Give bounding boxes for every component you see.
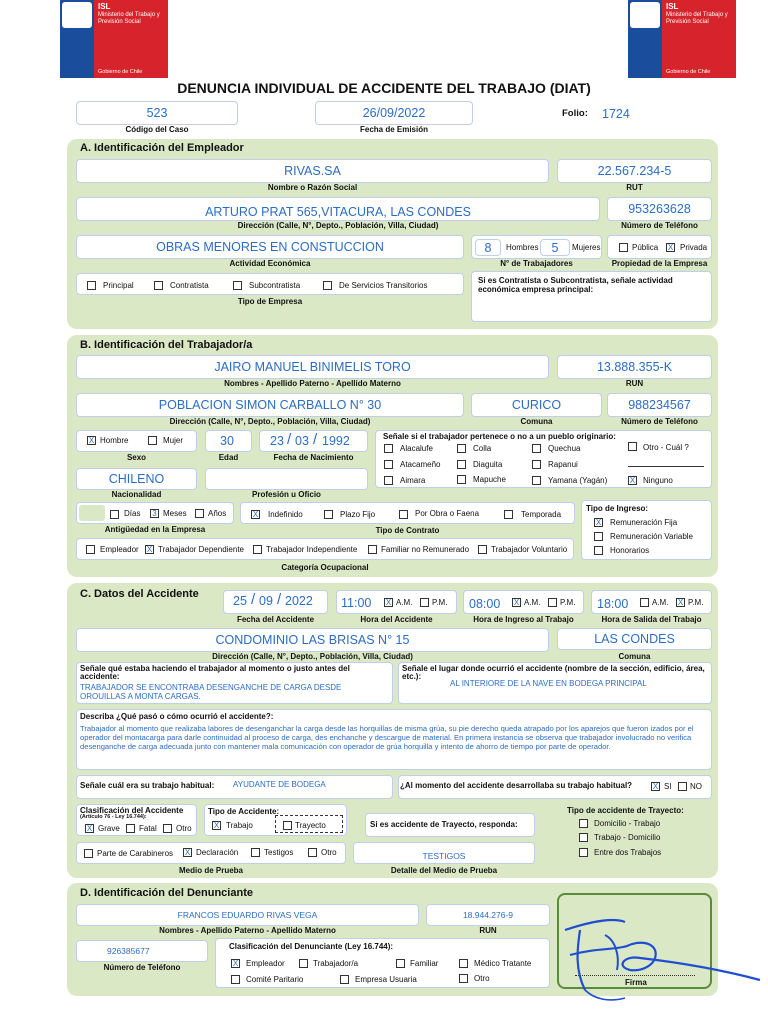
hora-ing-pm-checkbox[interactable] [548, 598, 557, 607]
domicilio-trabajo-checkbox[interactable] [579, 819, 588, 828]
trayecto-label: Trayecto [295, 821, 326, 830]
propiedad-label: Propiedad de la Empresa [611, 259, 708, 268]
isl-logo-left: ISL Ministerio del Trabajo y Previsión Social Gobierno de Chile [60, 0, 168, 78]
den-familiar-checkbox[interactable] [396, 959, 405, 968]
tipo-trayecto-label: Tipo de accidente de Trayecto: [567, 806, 684, 815]
acc-ano[interactable]: 2022 [285, 594, 313, 608]
acc-sep2: / [277, 591, 282, 608]
den-comite-checkbox[interactable] [231, 975, 240, 984]
otro-clasif-label: Otro [176, 824, 192, 833]
privada-checkbox[interactable]: X [667, 243, 674, 252]
hora-ing-pm-label: P.M. [560, 598, 576, 607]
aimara-label: Aimara [400, 476, 426, 485]
hora-accidente-value[interactable]: 11:00 [341, 596, 372, 610]
den-trabajador-label: Trabajador/a [313, 959, 359, 968]
den-medico-label: Médico Tratante [474, 959, 532, 968]
indefinido-checkbox[interactable]: X [252, 510, 259, 519]
ingreso-label: Tipo de Ingreso: [586, 504, 649, 513]
den-familiar-label: Familiar [410, 959, 439, 968]
clasificacion-sub: (Artículo 76 - Ley 16.744): [80, 814, 147, 820]
rem-variable-checkbox[interactable] [594, 532, 603, 541]
fecha-emision-field[interactable]: 26/09/2022 [315, 101, 473, 125]
trabajo-checkbox[interactable]: X [213, 821, 220, 830]
trabajo-label: Trabajo [226, 821, 253, 830]
hombre-checkbox[interactable]: X [88, 436, 95, 445]
dias-checkbox[interactable] [110, 510, 119, 519]
trabajador-nombre-label: Nombres - Apellido Paterno - Apellido Materno [224, 379, 401, 388]
carabineros-label: Parte de Carabineros [97, 849, 174, 858]
trabajador-direccion-label: Dirección (Calle, N°, Depto., Población, Villa, Ciudad) [169, 417, 371, 426]
trabajador-telefono-label: Número de Teléfono [621, 417, 698, 426]
folio-label: Folio: [562, 108, 588, 119]
otro-pueblo-checkbox[interactable] [628, 442, 637, 451]
hombre-label: Hombre [100, 436, 129, 445]
detalle-prueba-label: Detalle del Medio de Prueba [390, 866, 498, 875]
contrato-label: Tipo de Contrato [375, 526, 440, 535]
mujeres-label: Mujeres [572, 243, 601, 252]
hora-sal-pm-checkbox[interactable]: X [677, 598, 684, 607]
lugar-value[interactable]: AL INTERIORE DE LA NAVE EN BODEGA PRINCIPAL [450, 679, 647, 688]
colla-checkbox[interactable] [457, 444, 466, 453]
detalle-prueba-field[interactable]: TESTIGOS [353, 842, 535, 864]
fecha-emision-label: Fecha de Emisión [359, 125, 429, 134]
habitual-value[interactable]: AYUDANTE DE BODEGA [233, 780, 326, 789]
privada-label: Privada [680, 243, 708, 252]
contratista-checkbox[interactable] [154, 281, 163, 290]
grave-label: Grave [98, 824, 120, 833]
codigo-caso-field[interactable]: 523 [76, 101, 238, 125]
cat-independiente-checkbox[interactable] [253, 545, 262, 554]
acc-sep1: / [251, 591, 256, 608]
tipo-empresa-label: Tipo de Empresa [237, 297, 303, 306]
accidente-comuna-field[interactable]: LAS CONDES [557, 628, 712, 650]
no-checkbox[interactable] [678, 782, 687, 791]
temporada-label: Temporada [521, 510, 562, 519]
empleador-direccion-label: Dirección (Calle, N°, Depto., Población, Villa, Ciudad) [237, 221, 439, 230]
testigos-label: Testigos [264, 848, 294, 857]
categoria-label: Categoría Ocupacional [281, 563, 369, 572]
fatal-label: Fatal [139, 824, 157, 833]
mujeres-count[interactable]: 5 [540, 239, 570, 256]
describa-label: Describa ¿Qué pasó o cómo ocurrió el accidente?: [80, 712, 274, 721]
hora-sal-am-checkbox[interactable] [640, 598, 649, 607]
honorarios-label: Honorarios [610, 546, 650, 555]
nac-mes[interactable]: 03 [295, 434, 309, 448]
accidente-comuna-label: Comuna [618, 652, 651, 661]
no-label: NO [690, 782, 702, 791]
den-usuaria-label: Empresa Usuaria [355, 975, 417, 984]
otro-pueblo-line [628, 466, 704, 467]
otro-medio-label: Otro [321, 848, 337, 857]
form-title: DENUNCIA INDIVIDUAL DE ACCIDENTE DEL TRABAJO (DIAT) [177, 80, 591, 96]
principal-checkbox[interactable] [87, 281, 96, 290]
cat-dependiente-label: Trabajador Dependiente [158, 545, 244, 554]
pueblo-label: Señale si el trabajador pertenece o no a un pueblo originario: [383, 432, 616, 441]
acc-mes[interactable]: 09 [259, 594, 273, 608]
rapanui-checkbox[interactable] [532, 460, 541, 469]
entre-trabajos-label: Entre dos Trabajos [594, 848, 662, 857]
rem-fija-checkbox[interactable]: X [595, 518, 602, 527]
otro-pueblo-label: Otro - Cuál ? [643, 443, 689, 452]
si-checkbox[interactable]: X [652, 782, 659, 791]
cat-empleador-label: Empleador [100, 545, 139, 554]
contratista-note: Si es Contratista o Subcontratista, señale actividad económica empresa principal: [478, 276, 673, 294]
trayecto-resp-label: Si es accidente de Trayecto, responda: [370, 820, 518, 829]
trabajador-nombre-field[interactable]: JAIRO MANUEL BINIMELIS TORO [76, 355, 549, 379]
hombres-count[interactable]: 8 [475, 239, 501, 256]
colla-label: Colla [473, 444, 492, 453]
hora-ing-am-checkbox[interactable]: X [513, 598, 520, 607]
describa-value[interactable]: Trabajador al momento que realizaba labores de desenganchar la carga desde las horquillas de misma grúa, su pie derecho queda atrapado por los aparejos que fueron izados por el operador del montacarga para darle continuidad al proceso de carga, des enchanche y descargue de material. En primera instancia se observa que trabajador involucrado no verifica desenganche de carga adecuada junto con mantener mala comunicación con operador de grúa horquilla y intento de ahorro de tiempo por parte de operador. [80, 724, 694, 751]
denunciante-telefono-label: Número de Teléfono [103, 963, 181, 972]
diaguita-checkbox[interactable] [457, 460, 466, 469]
transitorios-label: De Servicios Transitorios [339, 281, 428, 290]
quechua-checkbox[interactable] [532, 444, 541, 453]
domicilio-trabajo-label: Domicilio - Trabajo [594, 819, 661, 828]
plazo-fijo-label: Plazo Fijo [340, 510, 376, 519]
subcontratista-checkbox[interactable] [233, 281, 242, 290]
section-d-title: D. Identificación del Denunciante [80, 887, 253, 899]
principal-label: Principal [103, 281, 134, 290]
mujer-checkbox[interactable] [148, 436, 157, 445]
clasif-denunciante-label: Clasificación del Denunciante (Ley 16.744): [229, 942, 394, 951]
den-empleador-checkbox[interactable]: X [232, 959, 239, 968]
antiguedad-label: Antigüedad en la Empresa [104, 525, 206, 534]
honorarios-checkbox[interactable] [594, 546, 603, 555]
sexo-label: Sexo [126, 453, 147, 462]
empleador-telefono-field[interactable]: 953263628 [607, 197, 712, 221]
trabajador-run-label: RUN [625, 379, 644, 388]
declaracion-label: Declaración [196, 848, 239, 857]
anos-label: Años [208, 509, 227, 518]
actividad-label: Actividad Económica [229, 259, 311, 268]
hora-acc-pm-checkbox[interactable] [420, 598, 429, 607]
denunciante-run-field[interactable]: 18.944.276-9 [426, 904, 550, 926]
carabineros-checkbox[interactable] [84, 849, 93, 858]
desarrollaba-label: ¿Al momento del accidente desarrollaba su trabajo habitual? [400, 781, 633, 790]
anos-checkbox[interactable] [195, 509, 204, 518]
trabajo-domicilio-label: Trabajo - Domicilio [594, 833, 661, 842]
actividad-field[interactable]: OBRAS MENORES EN CONSTUCCION [76, 235, 464, 259]
cat-empleador-checkbox[interactable] [86, 545, 95, 554]
hora-sal-pm-label: P.M. [688, 598, 704, 607]
alacalufe-label: Alacalufe [400, 444, 433, 453]
section-b-title: B. Identificación del Trabajador/a [80, 339, 253, 351]
trabajador-telefono-field[interactable]: 988234567 [607, 393, 712, 417]
signature-image [555, 900, 768, 1004]
plazo-fijo-checkbox[interactable] [324, 510, 333, 519]
haciendo-label: Señale qué estaba haciendo el trabajador al momento o justo antes del accidente: [80, 664, 350, 681]
medio-prueba-label: Medio de Prueba [178, 866, 243, 875]
mapuche-checkbox[interactable] [457, 475, 466, 484]
edad-label: Edad [218, 453, 239, 462]
den-usuaria-checkbox[interactable] [340, 975, 349, 984]
rapanui-label: Rapanui [548, 460, 578, 469]
section-a-title: A. Identificación del Empleador [80, 142, 244, 154]
nac-ano[interactable]: 1992 [322, 434, 350, 448]
den-medico-checkbox[interactable] [459, 959, 468, 968]
accidente-direccion-label: Dirección (Calle, N°, Depto., Población, Villa, Ciudad) [212, 652, 413, 661]
fecha-accidente-label: Fecha del Accidente [236, 615, 315, 624]
profesion-label: Profesión u Oficio [252, 490, 321, 499]
meses-label: Meses [163, 509, 187, 518]
transitorios-checkbox[interactable] [323, 281, 332, 290]
denunciante-telefono-field[interactable]: 926385677 [76, 940, 208, 962]
razon-social-label: Nombre o Razón Social [267, 183, 358, 192]
nac-sep1: / [287, 431, 292, 448]
cat-voluntario-checkbox[interactable] [478, 545, 487, 554]
yamana-checkbox[interactable] [532, 476, 541, 485]
meses-checkbox[interactable]: 3 [150, 509, 159, 518]
trabajador-comuna-field[interactable]: CURICO [471, 393, 602, 417]
clasificacion-label: Clasificación del Accidente [80, 806, 184, 815]
fatal-checkbox[interactable] [126, 824, 135, 833]
den-comite-label: Comité Paritario [246, 975, 304, 984]
denunciante-run-label: RUN [479, 926, 497, 935]
indefinido-label: Indefinido [268, 510, 303, 519]
trabajador-direccion-field[interactable]: POBLACION SIMON CARBALLO N° 30 [76, 393, 464, 417]
edad-field[interactable]: 30 [205, 430, 252, 452]
quechua-label: Quechua [548, 444, 581, 453]
cat-familiar-label: Familiar no Remunerado [381, 545, 470, 554]
profesion-field[interactable] [205, 468, 368, 490]
cat-dependiente-checkbox[interactable]: X [146, 545, 153, 554]
hora-ing-am-label: A.M. [524, 598, 541, 607]
nacionalidad-field[interactable]: CHILENO [76, 468, 197, 490]
fecha-nacimiento-label: Fecha de Nacimiento [273, 453, 354, 462]
grave-checkbox[interactable]: X [86, 824, 93, 833]
ninguno-checkbox[interactable]: X [629, 476, 636, 485]
hora-ingreso-value[interactable]: 08:00 [469, 597, 501, 611]
alacalufe-checkbox[interactable] [384, 444, 393, 453]
isl-logo-right: ISL Ministerio del Trabajo y Previsión Social Gobierno de Chile [628, 0, 736, 78]
empleador-direccion-field[interactable]: ARTURO PRAT 565,VITACURA, LAS CONDES [76, 197, 600, 221]
hora-acc-pm-label: P.M. [432, 598, 448, 607]
cat-familiar-checkbox[interactable] [368, 545, 377, 554]
cat-voluntario-label: Trabajador Voluntario [491, 545, 568, 554]
declaracion-checkbox[interactable]: X [184, 848, 191, 857]
publica-checkbox[interactable] [619, 243, 628, 252]
obra-faena-checkbox[interactable] [399, 510, 408, 519]
hora-salida-value[interactable]: 18:00 [597, 597, 629, 611]
empleador-rut-label: RUT [626, 183, 643, 192]
nac-sep2: / [313, 431, 318, 448]
den-trabajador-checkbox[interactable] [299, 959, 308, 968]
hora-acc-am-checkbox[interactable]: X [385, 598, 392, 607]
folio-value: 1724 [602, 107, 630, 121]
empleador-telefono-label: Número de Teléfono [621, 221, 698, 230]
denunciante-nombre-field[interactable]: FRANCOS EDUARDO RIVAS VEGA [76, 904, 419, 926]
otro-medio-checkbox[interactable] [308, 848, 317, 857]
trayecto-checkbox[interactable] [283, 821, 292, 830]
codigo-caso-label: Código del Caso [125, 125, 189, 134]
trabajadores-label: N° de Trabajadores [500, 259, 573, 268]
aimara-checkbox[interactable] [384, 476, 393, 485]
hombres-label: Hombres [506, 243, 539, 252]
trabajador-run-field[interactable]: 13.888.355-K [557, 355, 712, 379]
hora-sal-am-label: A.M. [652, 598, 669, 607]
tipo-accidente-label: Tipo de Accidente: [208, 807, 280, 816]
dias-value[interactable] [79, 505, 105, 521]
yamana-label: Yamana (Yagán) [548, 476, 608, 485]
accidente-direccion-field[interactable]: CONDOMINIO LAS BRISAS N° 15 [76, 628, 549, 652]
hora-ingreso-label: Hora de Ingreso al Trabajo [473, 615, 574, 624]
trabajador-comuna-label: Comuna [520, 417, 553, 426]
testigos-checkbox[interactable] [251, 848, 260, 857]
entre-trabajos-checkbox[interactable] [579, 848, 588, 857]
si-label: SI [664, 782, 672, 791]
hora-accidente-label: Hora del Accidente [360, 615, 433, 624]
den-empleador-label: Empleador [246, 959, 285, 968]
ninguno-label: Ninguno [643, 476, 673, 485]
haciendo-value[interactable]: TRABAJADOR SE ENCONTRABA DESENGANCHE DE CARGA DESDE OROUILLAS A MONTA CARGAS. [80, 683, 342, 701]
diaguita-label: Diaguita [473, 460, 503, 469]
contratista-label: Contratista [170, 281, 209, 290]
cat-independiente-label: Trabajador Independiente [266, 545, 358, 554]
atacameno-checkbox[interactable] [384, 460, 393, 469]
nac-dia[interactable]: 23 [270, 434, 284, 448]
rem-variable-label: Remuneración Variable [610, 532, 694, 541]
section-c-title: C. Datos del Accidente [80, 588, 199, 600]
trabajo-domicilio-checkbox[interactable] [579, 833, 588, 842]
den-otro-label: Otro [474, 974, 490, 983]
acc-dia[interactable]: 25 [233, 594, 247, 608]
otro-clasif-checkbox[interactable] [163, 824, 172, 833]
empleador-rut-field[interactable]: 22.567.234-5 [557, 159, 712, 183]
dias-label: Días [124, 509, 141, 518]
temporada-checkbox[interactable] [504, 510, 513, 519]
firma-label: Firma [625, 978, 647, 987]
habitual-label: Señale cuál era su trabajo habitual: [80, 781, 215, 790]
atacameno-label: Atacameño [400, 460, 441, 469]
obra-faena-label: Por Obra o Faena [415, 509, 480, 518]
mapuche-label: Mapuche [473, 475, 506, 484]
nacionalidad-label: Nacionalidad [111, 490, 162, 499]
hora-acc-am-label: A.M. [396, 598, 413, 607]
publica-label: Pública [632, 243, 659, 252]
denunciante-nombre-label: Nombres - Apellido Paterno - Apellido Materno [159, 926, 336, 935]
hora-salida-label: Hora de Salida del Trabajo [601, 615, 702, 624]
razon-social-field[interactable]: RIVAS.SA [76, 159, 549, 183]
den-otro-checkbox[interactable] [459, 974, 468, 983]
mujer-label: Mujer [163, 436, 184, 445]
lugar-label: Señale el lugar donde ocurrió el accidente (nombre de la sección, edificio, área, etc.): [402, 664, 705, 681]
rem-fija-label: Remuneración Fija [610, 518, 678, 527]
subcontratista-label: Subcontratista [249, 281, 301, 290]
